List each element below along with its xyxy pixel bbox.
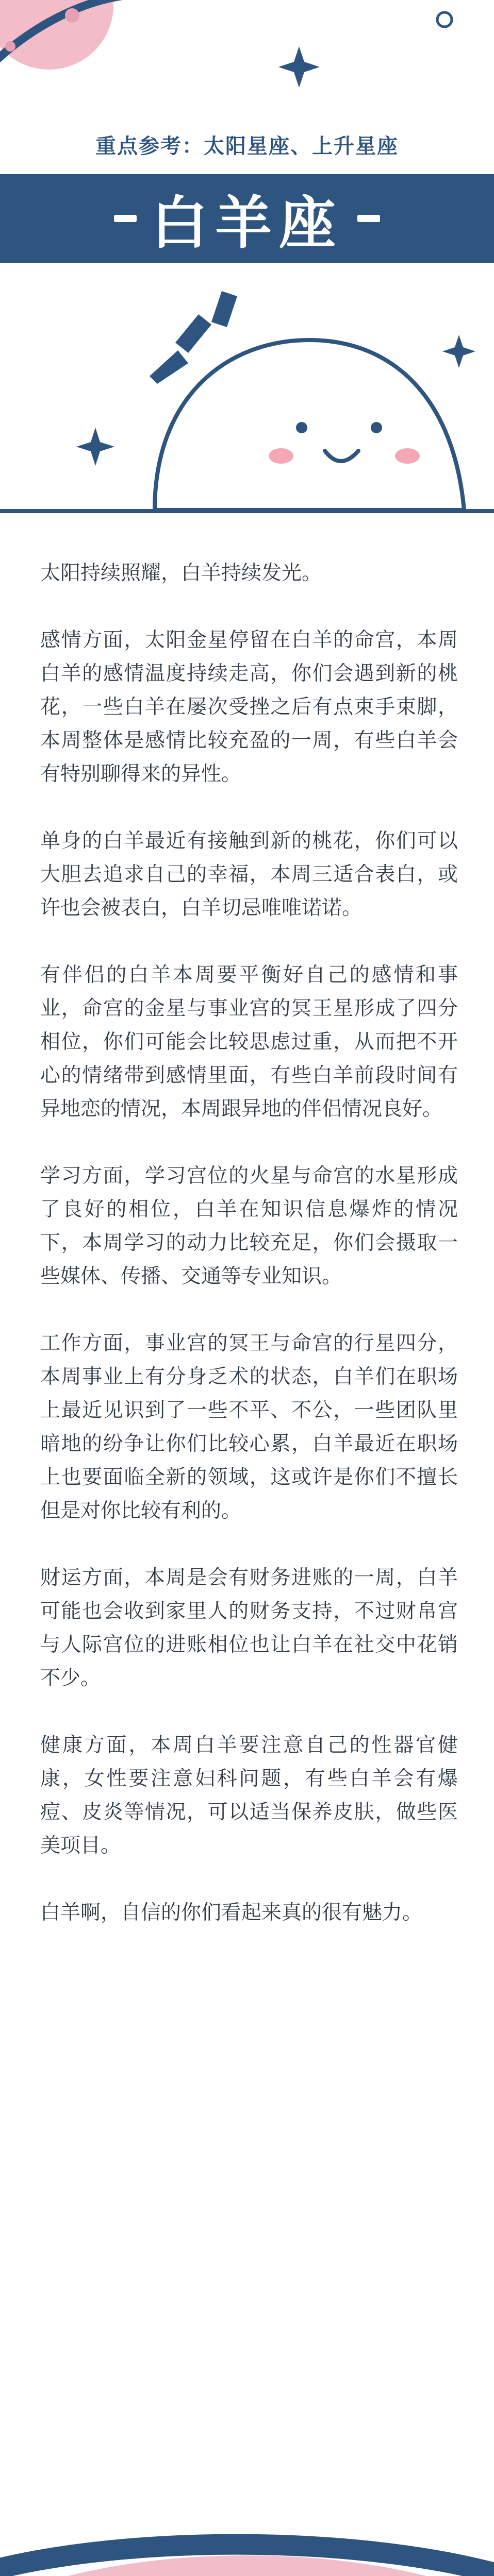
paragraph-health: 健康方面，本周白羊要注意自己的性器官健康，女性要注意妇科问题，有些白羊会有爆痘、皮炎等情况，可以适当保养皮肤，做些医美项目。 bbox=[40, 1734, 458, 1857]
footer-planet-icon bbox=[0, 2514, 494, 2576]
title-dash-left bbox=[114, 215, 137, 222]
smiling-sun-mascot-icon bbox=[0, 273, 494, 510]
title-banner bbox=[0, 174, 494, 263]
divider-line bbox=[0, 509, 494, 513]
paragraph-partnered: 有伴侣的白羊本周要平衡好自己的感情和事业，命宫的金星与事业宫的冥王星形成了四分相位，你们可能会比较思虑过重，从而把不开心的情绪带到感情里面，有些白羊前段时间有异地恋的情况，本周跟异地的伴侣情况良好。 bbox=[40, 963, 458, 1121]
planet-icon bbox=[0, 0, 170, 103]
paragraph-finance: 财运方面，本周是会有财务进账的一周，白羊可能也会收到家里人的财务支持，不过财帛宫与人际宫位的进账相位也让白羊在社交中花销不少。 bbox=[40, 1566, 458, 1690]
paragraph-intro: 太阳持续照耀，白羊持续发光。 bbox=[40, 562, 322, 585]
small-circle-icon bbox=[437, 12, 452, 27]
paragraph-love: 感情方面，太阳金星停留在白羊的命宫，本周白羊的感情温度持续走高，你们会遇到新的桃花，一些白羊在屡次受挫之后有点束手束脚，本周整体是感情比较充盈的一周，有些白羊会有特别聊得来的异性。 bbox=[40, 629, 458, 786]
header-decoration bbox=[0, 0, 494, 118]
sparkle-star-icon bbox=[278, 46, 320, 88]
article-body bbox=[40, 556, 458, 1963]
paragraph-work: 工作方面，事业宫的冥王与命宫的行星四分，本周事业上有分身乏术的状态，白羊们在职场上最近见识到了一些不平、不公，一些团队里暗地的纷争让你们比较心累，白羊最近在职场上也要面临全新的领域，这或许是你们不擅长但是对你比较有利的。 bbox=[40, 1332, 458, 1522]
paragraph-closing: 白羊啊，自信的你们看起来真的很有魅力。 bbox=[40, 1901, 423, 1924]
page-title: 白羊座 bbox=[151, 190, 343, 256]
subtitle: 重点参考：太阳星座、上升星座 bbox=[95, 134, 399, 158]
title-dash-right bbox=[357, 215, 380, 222]
paragraph-single: 单身的白羊最近有接触到新的桃花，你们可以大胆去追求自己的幸福，本周三适合表白，或许也会被表白，白羊切忌唯唯诺诺。 bbox=[40, 829, 458, 920]
paragraph-study: 学习方面，学习宫位的火星与命宫的水星形成了良好的相位，白羊在知识信息爆炸的情况下，本周学习的动力比较充足，你们会摄取一些媒体、传播、交通等专业知识。 bbox=[40, 1164, 458, 1288]
